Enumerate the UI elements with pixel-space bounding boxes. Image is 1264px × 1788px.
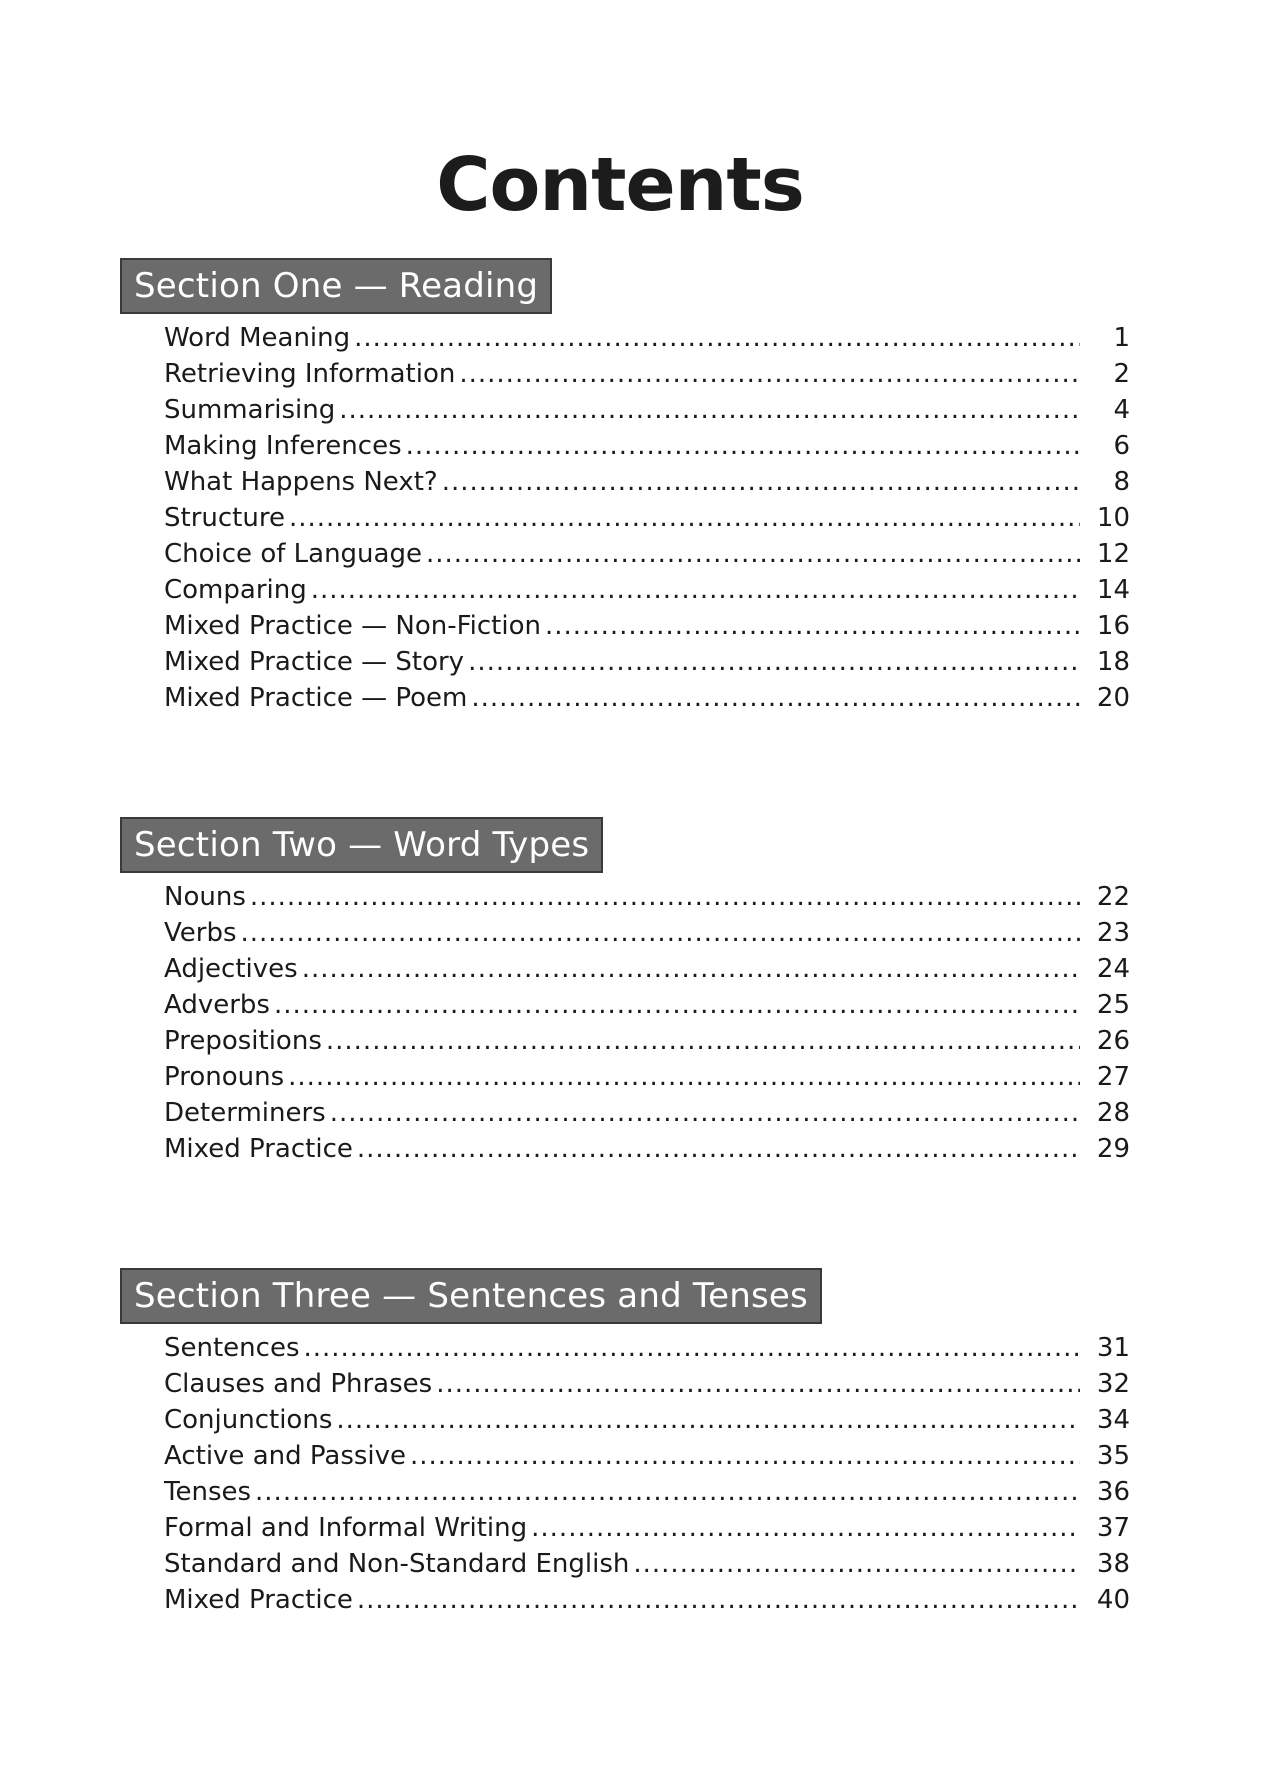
toc-entry-page: 25 — [1096, 990, 1130, 1020]
toc-entry[interactable] — [164, 1582, 1130, 1618]
toc-entry-page: 40 — [1096, 1585, 1130, 1615]
toc-entry[interactable] — [164, 392, 1130, 428]
toc-entry-page: 12 — [1096, 539, 1130, 569]
toc-entry-page: 29 — [1096, 1134, 1130, 1164]
toc-entry[interactable] — [164, 1059, 1130, 1095]
toc-entry-label: Mixed Practice — [164, 1134, 353, 1164]
dot-leader — [289, 500, 1080, 536]
section-sentences-tenses — [120, 1268, 1130, 1618]
toc-entry[interactable] — [164, 320, 1130, 356]
dot-leader — [545, 608, 1080, 644]
dot-leader — [250, 879, 1080, 915]
dot-leader — [459, 356, 1080, 392]
toc-entry-label: Verbs — [164, 918, 237, 948]
toc-entry[interactable] — [164, 536, 1130, 572]
toc-entry-label: Standard and Non-Standard English — [164, 1549, 630, 1579]
toc-entry[interactable] — [164, 644, 1130, 680]
toc-entry-page: 8 — [1113, 467, 1130, 497]
toc-entry-page: 16 — [1096, 611, 1130, 641]
toc-entry-label: Determiners — [164, 1098, 326, 1128]
section-header: Section Two — Word Types — [120, 817, 603, 873]
dot-leader — [357, 1582, 1080, 1618]
toc-entry-label: Retrieving Information — [164, 359, 456, 389]
toc-entry-label: Mixed Practice — Poem — [164, 683, 468, 713]
toc-entry-label: Adjectives — [164, 954, 298, 984]
dot-leader — [255, 1474, 1080, 1510]
toc-entry-label: Active and Passive — [164, 1441, 407, 1471]
toc-entry[interactable] — [164, 1131, 1130, 1167]
dot-leader — [531, 1510, 1080, 1546]
toc-entry-page: 32 — [1096, 1369, 1130, 1399]
toc-entry-page: 6 — [1113, 431, 1130, 461]
toc-entry[interactable] — [164, 608, 1130, 644]
toc-entry-label: What Happens Next? — [164, 467, 438, 497]
section-header: Section Three — Sentences and Tenses — [120, 1268, 822, 1324]
section-reading — [120, 258, 1130, 716]
toc-entry-page: 34 — [1096, 1405, 1130, 1435]
toc-entry-label: Adverbs — [164, 990, 270, 1020]
toc-entry-page: 31 — [1096, 1333, 1130, 1363]
toc-entry[interactable] — [164, 915, 1130, 951]
toc-entry[interactable] — [164, 987, 1130, 1023]
toc-entry[interactable] — [164, 500, 1130, 536]
dot-leader — [468, 644, 1080, 680]
toc-entry-label: Nouns — [164, 882, 246, 912]
toc-entry[interactable] — [164, 1095, 1130, 1131]
dot-leader — [288, 1059, 1080, 1095]
toc-entry[interactable] — [164, 1474, 1130, 1510]
dot-leader — [339, 392, 1080, 428]
toc-entry-label: Comparing — [164, 575, 307, 605]
dot-leader — [330, 1095, 1080, 1131]
toc-entry-page: 24 — [1096, 954, 1130, 984]
toc-entry[interactable] — [164, 1438, 1130, 1474]
toc-entry-page: 37 — [1096, 1513, 1130, 1543]
toc-entry-page: 22 — [1096, 882, 1130, 912]
section-word-types — [120, 817, 1130, 1167]
toc-entry-page: 20 — [1096, 683, 1130, 713]
toc-entry-label: Conjunctions — [164, 1405, 333, 1435]
dot-leader — [336, 1402, 1080, 1438]
toc-entry[interactable] — [164, 951, 1130, 987]
toc-entry-page: 27 — [1096, 1062, 1130, 1092]
dot-leader — [303, 1330, 1080, 1366]
toc-list — [164, 320, 1130, 716]
dot-leader — [311, 572, 1080, 608]
toc-entry-page: 10 — [1096, 503, 1130, 533]
toc-entry-label: Mixed Practice — Story — [164, 647, 465, 677]
toc-entry-label: Summarising — [164, 395, 336, 425]
dot-leader — [302, 951, 1080, 987]
dot-leader — [426, 536, 1080, 572]
dot-leader — [274, 987, 1080, 1023]
dot-leader — [406, 428, 1080, 464]
toc-entry[interactable] — [164, 428, 1130, 464]
toc-entry-page: 23 — [1096, 918, 1130, 948]
toc-entry[interactable] — [164, 356, 1130, 392]
toc-entry-page: 35 — [1096, 1441, 1130, 1471]
toc-entry[interactable] — [164, 1366, 1130, 1402]
dot-leader — [357, 1131, 1080, 1167]
dot-leader — [442, 464, 1080, 500]
dot-leader — [354, 320, 1080, 356]
toc-entry-page: 4 — [1113, 395, 1130, 425]
toc-entry-page: 2 — [1113, 359, 1130, 389]
toc-entry-page: 26 — [1096, 1026, 1130, 1056]
toc-entry-label: Mixed Practice — [164, 1585, 353, 1615]
dot-leader — [471, 680, 1080, 716]
toc-entry-page: 18 — [1096, 647, 1130, 677]
toc-entry-label: Clauses and Phrases — [164, 1369, 433, 1399]
toc-entry-label: Tenses — [164, 1477, 252, 1507]
toc-entry[interactable] — [164, 1023, 1130, 1059]
page-title: Contents — [436, 141, 804, 228]
toc-list — [164, 1330, 1130, 1618]
toc-list — [164, 879, 1130, 1167]
dot-leader — [410, 1438, 1080, 1474]
toc-entry[interactable] — [164, 572, 1130, 608]
dot-leader — [326, 1023, 1080, 1059]
toc-entry[interactable] — [164, 1510, 1130, 1546]
toc-entry-label: Pronouns — [164, 1062, 285, 1092]
toc-entry-page: 28 — [1096, 1098, 1130, 1128]
toc-entry-label: Mixed Practice — Non-Fiction — [164, 611, 541, 641]
toc-entry-page: 1 — [1113, 323, 1130, 353]
dot-leader — [633, 1546, 1080, 1582]
toc-entry-page: 38 — [1096, 1549, 1130, 1579]
toc-entry-label: Sentences — [164, 1333, 300, 1363]
toc-entry[interactable] — [164, 680, 1130, 716]
toc-entry-label: Prepositions — [164, 1026, 322, 1056]
section-header: Section One — Reading — [120, 258, 552, 314]
dot-leader — [436, 1366, 1080, 1402]
toc-entry-label: Structure — [164, 503, 285, 533]
toc-entry-page: 36 — [1096, 1477, 1130, 1507]
toc-entry[interactable] — [164, 1330, 1130, 1366]
toc-entry-page: 14 — [1096, 575, 1130, 605]
toc-entry-label: Making Inferences — [164, 431, 402, 461]
toc-entry[interactable] — [164, 1546, 1130, 1582]
toc-entry[interactable] — [164, 1402, 1130, 1438]
toc-entry[interactable] — [164, 464, 1130, 500]
toc-entry-label: Choice of Language — [164, 539, 422, 569]
toc-entry-label: Formal and Informal Writing — [164, 1513, 528, 1543]
dot-leader — [241, 915, 1080, 951]
toc-entry[interactable] — [164, 879, 1130, 915]
toc-entry-label: Word Meaning — [164, 323, 351, 353]
